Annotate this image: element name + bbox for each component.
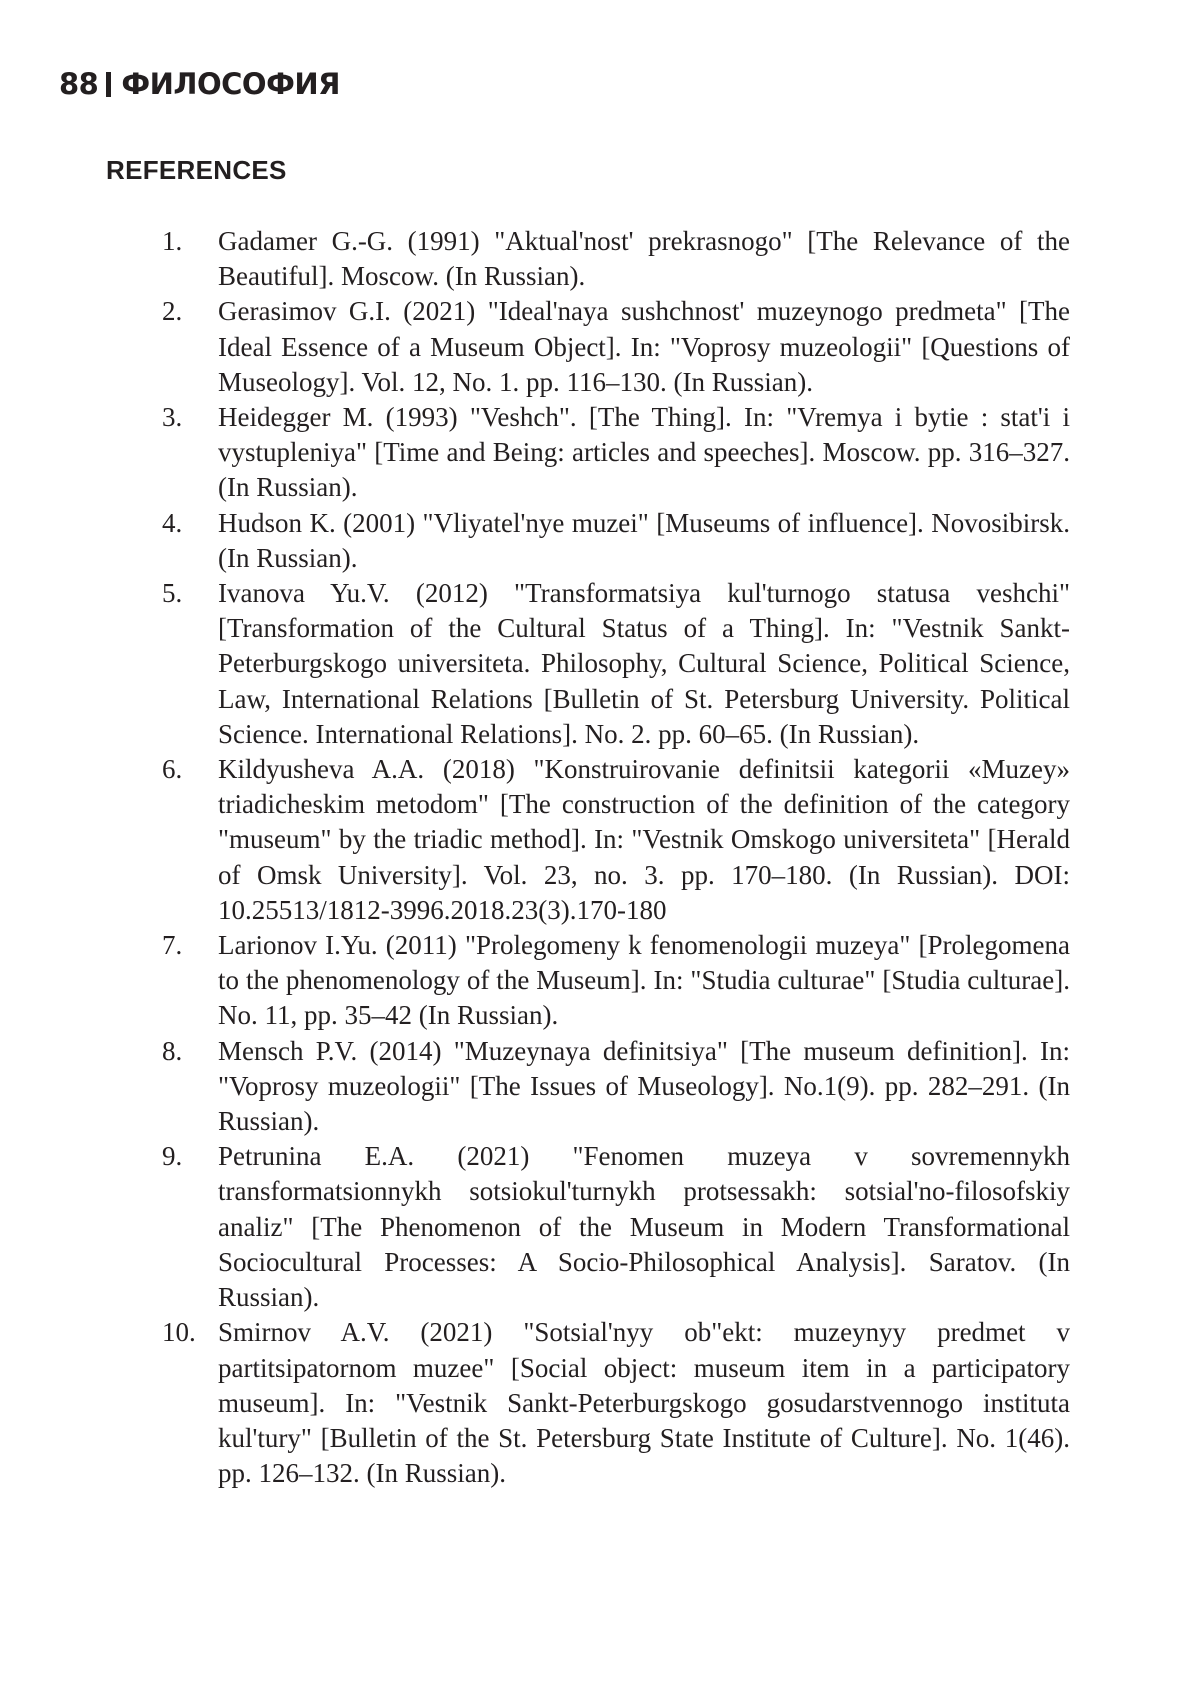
reference-item bbox=[162, 224, 1070, 294]
section-name: ФИЛОСОФИЯ bbox=[121, 67, 340, 101]
references-title: REFERENCES bbox=[106, 155, 287, 185]
reference-item bbox=[162, 1034, 1070, 1140]
reference-text: Hudson K. (2001) "Vliyatel'nye muzei" [Museums of influence]. Novosibirsk. (In Russian). bbox=[218, 507, 1070, 573]
reference-number: 9. bbox=[162, 1141, 183, 1172]
reference-text: Ivanova Yu.V. (2012) "Transformatsiya kul'turnogo statusa veshchi" [Transformation of the Cultural Status of a Thing]. In: "Vestnik Sankt-Peterburgskogo universiteta. Philosophy, Cultural Science, Political Science, Law, International Relations [Bulletin of St. Petersburg University. Political Science. International Relations]. No. 2. pp. 60–65. (In Russian). bbox=[218, 578, 1070, 749]
reference-text: Mensch P.V. (2014) "Muzeynaya definitsiya" [The museum definition]. In: "Voprosy muzeologii" [The Issues of Museology]. No.1(9). pp. 282–291. (In Russian). bbox=[218, 1035, 1070, 1137]
reference-number: 3. bbox=[162, 402, 183, 433]
reference-number: 5. bbox=[162, 578, 183, 609]
reference-text: Heidegger M. (1993) "Veshch". [The Thing]. In: "Vremya i bytie : stat'i i vystupleniya" [Time and Being: articles and speeches]. Moscow. pp. 316–327. (In Russian). bbox=[218, 402, 1070, 503]
running-head bbox=[59, 64, 340, 104]
reference-number: 8. bbox=[162, 1035, 183, 1066]
reference-number: 1. bbox=[162, 226, 183, 256]
reference-number: 6. bbox=[162, 754, 183, 785]
reference-item bbox=[162, 928, 1070, 1034]
reference-item bbox=[162, 752, 1070, 928]
reference-item bbox=[162, 506, 1070, 576]
reference-item bbox=[162, 400, 1070, 506]
header-separator bbox=[106, 72, 111, 97]
reference-number: 7. bbox=[162, 930, 183, 961]
page-number: 88 bbox=[59, 67, 99, 101]
reference-text: Larionov I.Yu. (2011) "Prolegomeny k fenomenologii muzeya" [Prolegomena to the phenomenology of the Museum]. In: "Studia culturae" [Studia culturae]. No. 11, pp. 35–42 (In Russian). bbox=[218, 930, 1070, 1031]
reference-number: 10. bbox=[162, 1317, 196, 1348]
reference-text: Petrunina E.A. (2021) "Fenomen muzeya v sovremennykh transformatsionnykh sotsiokul'turnykh protsessakh: sotsial'no-filosofskiy analiz" [The Phenomenon of the Museum in Modern Transformational Sociocultural Processes: A Socio-Philosophical Analysis]. Saratov. (In Russian). bbox=[218, 1141, 1070, 1313]
reference-number: 4. bbox=[162, 507, 183, 538]
reference-number: 2. bbox=[162, 296, 183, 327]
reference-item bbox=[162, 1315, 1070, 1491]
reference-item bbox=[162, 576, 1070, 752]
reference-list bbox=[162, 224, 1070, 1491]
reference-item bbox=[162, 1139, 1070, 1315]
reference-text: Kildyusheva A.A. (2018) "Konstruirovanie definitsii kategorii «Muzey» triadicheskim metodom" [The construction of the definition of the category "museum" by the triadic method]. In: "Vestnik Omskogo universiteta" [Herald of Omsk University]. Vol. 23, no. 3. pp. 170–180. (In Russian). DOI: 10.25513/1812-3996.2018.23(3).170-180 bbox=[218, 754, 1070, 925]
reference-text: Smirnov A.V. (2021) "Sotsial'nyy ob"ekt: muzeynyy predmet v partitsipatornom muzee" [Social object: museum item in a participatory museum]. In: "Vestnik Sankt-Peterburgskogo gosudarstvennogo instituta kul'tury" [Bulletin of the St. Petersburg State Institute of Culture]. No. 1(46). pp. 126–132. (In Russian). bbox=[218, 1317, 1070, 1489]
reference-item bbox=[162, 294, 1070, 400]
reference-text: Gadamer G.-G. (1991) "Aktual'nost' prekrasnogo" [The Relevance of the Beautiful]. Moscow. (In Russian). bbox=[218, 226, 1070, 292]
reference-text: Gerasimov G.I. (2021) "Ideal'naya sushchnost' muzeynogo predmeta" [The Ideal Essence of a Museum Object]. In: "Voprosy muzeologii" [Questions of Museology]. Vol. 12, No. 1. pp. 116–130. (In Russian). bbox=[218, 296, 1070, 397]
